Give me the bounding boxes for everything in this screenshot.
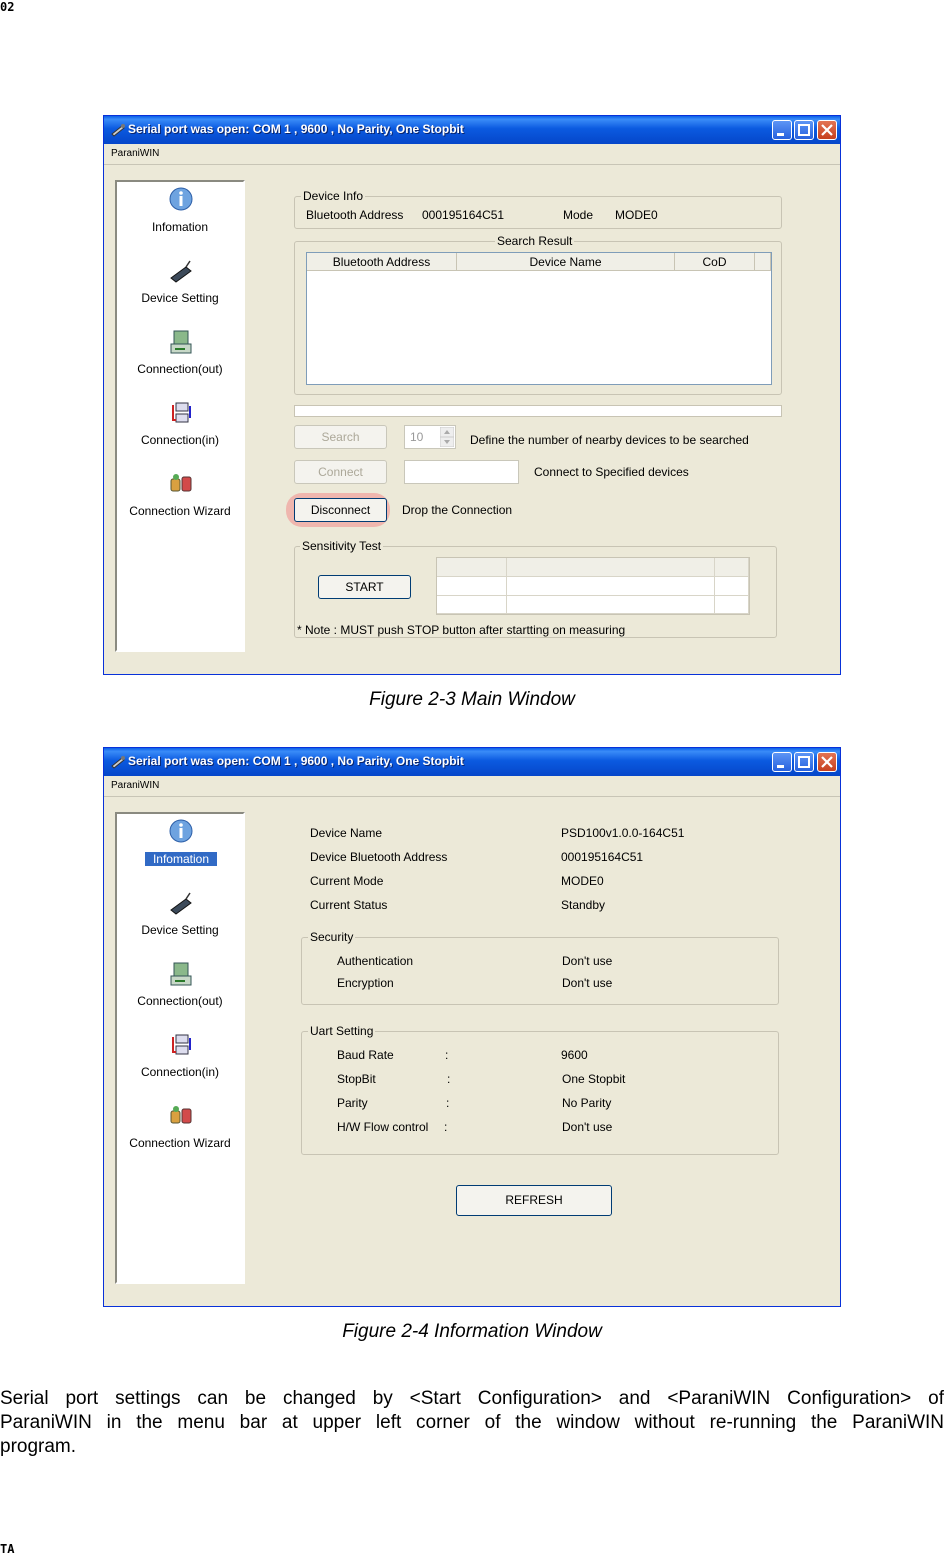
app-icon: [110, 122, 126, 138]
encryption-value: Don't use: [562, 976, 613, 990]
minimize-icon: [773, 753, 791, 771]
grid-header-cell: [437, 558, 507, 577]
sidebar-item-connection-wizard[interactable]: [117, 1099, 243, 1159]
caption-information-window: Figure 2-4 Information Window: [342, 1321, 602, 1342]
refresh-button[interactable]: REFRESH: [456, 1185, 612, 1216]
device-bt-address-label: Device Bluetooth Address: [310, 850, 448, 864]
connect-address-field[interactable]: [404, 460, 519, 484]
security-legend: Security: [310, 930, 354, 944]
sidebar-item-label: Connection(in): [140, 1065, 220, 1079]
close-icon: [818, 753, 836, 771]
sidebar-item-information[interactable]: [117, 182, 243, 242]
sidebar-item-label: Connection Wizard: [129, 1136, 231, 1150]
close-icon: [818, 121, 836, 139]
sensitivity-test-group: [294, 539, 777, 638]
information-window: [103, 747, 841, 1307]
sidebar-item-connection-out[interactable]: [117, 325, 243, 385]
parity-label: Parity: [337, 1096, 368, 1110]
current-status-value: Standby: [561, 898, 606, 912]
maximize-icon: [795, 121, 813, 139]
app-icon: [110, 754, 126, 770]
device-bt-address-value: 000195164C51: [561, 850, 644, 864]
maximize-button[interactable]: [794, 752, 814, 772]
current-mode-value: MODE0: [561, 874, 604, 888]
column-header-bt-address[interactable]: Bluetooth Address: [307, 253, 457, 271]
start-button[interactable]: START: [318, 575, 411, 599]
spinner-arrows-icon[interactable]: [440, 427, 454, 447]
mode-value: MODE0: [615, 208, 658, 222]
connect-description: Connect to Specified devices: [534, 465, 689, 479]
device-icon: [168, 258, 194, 284]
sensitivity-grid[interactable]: [436, 557, 750, 615]
device-info-legend: Device Info: [303, 189, 364, 203]
sidebar-item-label: Connection(out): [137, 362, 223, 376]
close-button[interactable]: [817, 120, 837, 140]
sidebar-item-label: Device Setting: [141, 923, 219, 937]
connection-in-icon: [168, 1032, 194, 1058]
connection-in-icon: [168, 400, 194, 426]
grid-cell: [507, 577, 715, 596]
search-result-legend: Search Result: [497, 234, 573, 248]
search-count-value: 10: [410, 430, 424, 444]
device-info-group: [294, 189, 782, 229]
sidebar-item-connection-in[interactable]: [117, 396, 243, 456]
sidebar-item-device-setting[interactable]: [117, 254, 243, 314]
bt-address-label: Bluetooth Address: [306, 208, 404, 222]
column-header-cod[interactable]: CoD: [675, 253, 755, 271]
caption-main-window: Figure 2-3 Main Window: [369, 689, 575, 710]
sidebar-item-label: Connection(out): [137, 994, 223, 1008]
device-name-label: Device Name: [310, 826, 383, 840]
maximize-button[interactable]: [794, 120, 814, 140]
menu-bar: [104, 776, 840, 797]
search-count-spinner[interactable]: [404, 425, 456, 449]
minimize-button[interactable]: [772, 120, 792, 140]
disconnect-description: Drop the Connection: [402, 503, 513, 517]
main-window: [103, 115, 841, 675]
grid-cell: [437, 596, 507, 614]
bt-address-value: 000195164C51: [422, 208, 505, 222]
sidebar-item-label: Connection(in): [140, 433, 220, 447]
parity-value: No Parity: [562, 1096, 612, 1110]
sidebar-item-device-setting[interactable]: [117, 886, 243, 946]
baud-rate-colon: :: [445, 1048, 449, 1062]
grid-cell: [715, 577, 749, 596]
title-bar[interactable]: [104, 748, 840, 776]
stopbit-value: One Stopbit: [562, 1072, 626, 1086]
info-icon: [168, 818, 194, 844]
grid-cell: [507, 596, 715, 614]
sidebar-item-connection-in[interactable]: [117, 1028, 243, 1088]
window-title: Serial port was open: COM 1 , 9600 , No Parity, One Stopbit: [128, 122, 464, 136]
sidebar-item-connection-out[interactable]: [117, 957, 243, 1017]
authentication-value: Don't use: [562, 954, 613, 968]
column-header-extra: [755, 253, 771, 271]
menu-bar: [104, 144, 840, 165]
column-header-device-name[interactable]: Device Name: [457, 253, 675, 271]
grid-header-cell: [715, 558, 749, 577]
search-button[interactable]: Search: [294, 425, 387, 449]
window-title: Serial port was open: COM 1 , 9600 , No Parity, One Stopbit: [128, 754, 464, 768]
stopbit-colon: :: [447, 1072, 451, 1086]
sidebar: [115, 812, 245, 1284]
connection-out-icon: [168, 961, 194, 987]
device-name-value: PSD100v1.0.0-164C51: [561, 826, 685, 840]
stopbit-label: StopBit: [337, 1072, 376, 1086]
encryption-label: Encryption: [337, 976, 394, 990]
grid-cell: [437, 577, 507, 596]
grid-header-cell: [507, 558, 715, 577]
sidebar-item-label: Infomation: [151, 220, 209, 234]
page-footer-mark: TA: [0, 1542, 15, 1556]
close-button[interactable]: [817, 752, 837, 772]
current-status-label: Current Status: [310, 898, 388, 912]
sidebar: [115, 180, 245, 652]
uart-setting-group: [301, 1024, 779, 1155]
paragraph-line: ParaniWIN in the menu bar at upper left corner of the window without re-running the ParaniWIN: [0, 1412, 944, 1433]
sensitivity-note: * Note : MUST push STOP button after startting on measuring: [297, 623, 626, 637]
sensitivity-legend: Sensitivity Test: [302, 539, 382, 553]
parity-colon: :: [446, 1096, 450, 1110]
body-paragraph: [0, 1387, 944, 1459]
paragraph-line: program.: [0, 1436, 77, 1457]
baud-rate-value: 9600: [561, 1048, 588, 1062]
maximize-icon: [795, 753, 813, 771]
wizard-icon: [168, 1103, 194, 1129]
search-result-group: [294, 234, 782, 395]
wizard-icon: [168, 471, 194, 497]
search-description: Define the number of nearby devices to be searched: [470, 433, 749, 447]
grid-cell: [715, 596, 749, 614]
sidebar-item-label-selected: Infomation: [145, 852, 217, 866]
flow-control-colon: :: [444, 1120, 448, 1134]
search-progress-bar: [294, 405, 782, 417]
flow-control-label: H/W Flow control: [337, 1120, 429, 1134]
menu-paraniwin[interactable]: ParaniWIN: [111, 780, 160, 791]
title-bar[interactable]: [104, 116, 840, 144]
connect-button[interactable]: Connect: [294, 460, 387, 484]
search-result-list[interactable]: [306, 252, 772, 385]
info-icon: [168, 186, 194, 212]
sidebar-item-label: Device Setting: [141, 291, 219, 305]
baud-rate-label: Baud Rate: [337, 1048, 394, 1062]
sidebar-item-information[interactable]: [117, 814, 243, 874]
current-mode-label: Current Mode: [310, 874, 384, 888]
page-number-top: 02: [0, 0, 15, 14]
security-group: [301, 930, 779, 1005]
menu-paraniwin[interactable]: ParaniWIN: [111, 148, 160, 159]
paragraph-line: Serial port settings can be changed by <Start Configuration> and <ParaniWIN Configuration> of: [0, 1388, 944, 1409]
minimize-icon: [773, 121, 791, 139]
disconnect-button[interactable]: Disconnect: [294, 498, 387, 522]
uart-legend: Uart Setting: [310, 1024, 374, 1038]
connection-out-icon: [168, 329, 194, 355]
sidebar-item-connection-wizard[interactable]: [117, 467, 243, 527]
sidebar-item-label: Connection Wizard: [129, 504, 231, 518]
minimize-button[interactable]: [772, 752, 792, 772]
mode-label: Mode: [563, 208, 594, 222]
device-icon: [168, 890, 194, 916]
authentication-label: Authentication: [337, 954, 414, 968]
flow-control-value: Don't use: [562, 1120, 613, 1134]
